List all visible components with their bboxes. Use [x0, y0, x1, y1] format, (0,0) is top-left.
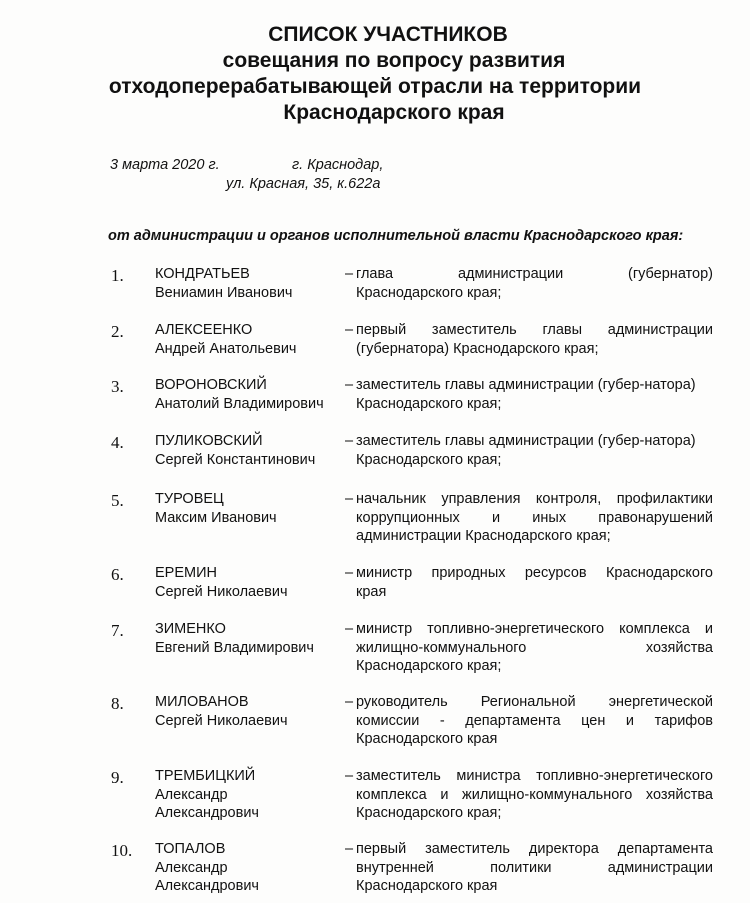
role-line: руководитель Региональной энергетической: [356, 694, 713, 710]
participant-role: [345, 693, 713, 749]
meeting-date: 3 марта 2020 г.: [110, 157, 220, 173]
participant-number: 9.: [111, 768, 124, 787]
section-heading: от администрации и органов исполнительной власти Краснодарского края:: [108, 228, 684, 244]
role-line: глава администрации (губернатор): [356, 266, 713, 282]
document-title-block: [0, 22, 750, 126]
role-line: заместитель главы администрации (губер-натора): [356, 433, 696, 449]
participant-role: [345, 840, 713, 896]
indent-spacer: [345, 657, 356, 676]
indent-spacer: [345, 804, 356, 823]
document-subtitle-line: совещания по вопросу развития: [222, 49, 566, 72]
role-line: Краснодарского края: [356, 878, 498, 894]
role-line: коррупционных и иных правонарушений: [356, 509, 713, 526]
indent-spacer: [345, 859, 356, 878]
indent-spacer: [345, 340, 356, 359]
indent-spacer: [345, 583, 356, 602]
indent-spacer: [345, 284, 356, 303]
participant-role: [345, 432, 713, 469]
participant-role: [345, 490, 713, 546]
participant-number: 1.: [111, 266, 124, 285]
participant-number: 7.: [111, 621, 124, 640]
indent-spacer: [345, 712, 356, 731]
role-line: Краснодарского края;: [356, 451, 502, 468]
participant-given-name: Сергей Николаевич: [155, 712, 288, 729]
participant-name: [155, 376, 324, 413]
indent-spacer: [345, 730, 356, 749]
participant-number: 10.: [111, 841, 133, 860]
participant-role: [345, 620, 713, 676]
role-line: (губернатора) Краснодарского края;: [356, 340, 599, 357]
participant-name: [155, 693, 288, 730]
participant-surname: ПУЛИКОВСКИЙ: [155, 433, 263, 449]
participant-surname: ТРЕМБИЦКИЙ: [155, 768, 256, 784]
participant-number: 6.: [111, 565, 124, 584]
participant-name: [155, 767, 259, 823]
participant-given-name: Анатолий Владимирович: [155, 395, 324, 412]
participant-given-name: Александрович: [155, 878, 259, 894]
dash-separator: –: [345, 266, 354, 282]
role-line: внутренней политики администрации: [356, 859, 713, 876]
indent-spacer: [345, 395, 356, 414]
dash-separator: –: [345, 377, 354, 393]
role-line: заместитель главы администрации (губер-натора): [356, 377, 696, 393]
participant-role: [345, 564, 713, 601]
participant-name: [155, 490, 277, 527]
participant-role: [345, 767, 713, 823]
role-line: министр природных ресурсов Краснодарского: [356, 565, 713, 581]
participant-name: [155, 432, 315, 469]
participant-surname: ЗИМЕНКО: [155, 621, 226, 637]
participant-given-name: Вениамин Иванович: [155, 284, 293, 301]
role-line: Краснодарского края: [356, 731, 498, 747]
participant-role: [345, 321, 713, 358]
role-line: заместитель министра топливно-энергетического: [356, 768, 713, 784]
participant-number: 5.: [111, 491, 124, 510]
indent-spacer: [345, 877, 356, 896]
indent-spacer: [345, 786, 356, 805]
role-line: первый заместитель директора департамента: [356, 841, 713, 857]
role-line: Краснодарского края;: [356, 658, 502, 674]
participant-surname: ТУРОВЕЦ: [155, 491, 224, 507]
participant-name: [155, 265, 292, 302]
participant-name: [155, 620, 314, 657]
role-line: жилищно-коммунального хозяйства: [356, 639, 713, 656]
indent-spacer: [345, 451, 356, 470]
document-subtitle-line: отходоперерабатывающей отрасли на территории: [108, 75, 642, 98]
participant-name: [155, 564, 288, 601]
participant-surname: КОНДРАТЬЕВ: [155, 266, 250, 282]
role-line: первый заместитель главы администрации: [356, 322, 713, 338]
participant-name: [155, 840, 259, 896]
meeting-city: г. Краснодар,: [292, 157, 384, 173]
indent-spacer: [345, 639, 356, 658]
participant-role: [345, 376, 713, 413]
role-line: начальник управления контроля, профилактики: [356, 491, 713, 507]
participant-surname: ВОРОНОВСКИЙ: [155, 377, 267, 393]
document-title: СПИСОК УЧАСТНИКОВ: [268, 23, 508, 46]
document-subtitle-line: Краснодарского края: [283, 101, 505, 124]
dash-separator: –: [345, 322, 354, 338]
participant-surname: ЕРЕМИН: [155, 565, 217, 581]
dash-separator: –: [345, 491, 354, 507]
role-line: комплекса и жилищно-коммунального хозяйства: [356, 786, 713, 803]
indent-spacer: [345, 527, 356, 546]
participant-given-name: Сергей Константинович: [155, 451, 316, 468]
role-line: Краснодарского края;: [356, 284, 502, 301]
dash-separator: –: [345, 565, 354, 581]
role-line: министр топливно-энергетического комплекса и: [356, 621, 713, 637]
participant-name: [155, 321, 296, 358]
participant-given-name: Андрей Анатольевич: [155, 340, 297, 357]
participant-number: 4.: [111, 433, 124, 452]
role-line: администрации Краснодарского края;: [356, 528, 611, 544]
meeting-address: ул. Красная, 35, к.622а: [226, 176, 381, 192]
participant-given-name: Максим Иванович: [155, 509, 277, 526]
dash-separator: –: [345, 621, 354, 637]
participant-number: 3.: [111, 377, 124, 396]
role-line: комиссии - департамента цен и тарифов: [356, 712, 713, 729]
dash-separator: –: [345, 433, 354, 449]
participant-given-name: Александр: [155, 786, 228, 803]
participant-given-name: Александрович: [155, 805, 259, 821]
participant-given-name: Евгений Владимирович: [155, 639, 314, 656]
participant-number: 2.: [111, 322, 124, 341]
participant-number: 8.: [111, 694, 124, 713]
participant-surname: ТОПАЛОВ: [155, 841, 226, 857]
role-line: Краснодарского края;: [356, 805, 502, 821]
participant-given-name: Сергей Николаевич: [155, 583, 288, 600]
participant-surname: АЛЕКСЕЕНКО: [155, 322, 253, 338]
participant-given-name: Александр: [155, 859, 228, 876]
role-line: Краснодарского края;: [356, 395, 502, 412]
participant-surname: МИЛОВАНОВ: [155, 694, 249, 710]
dash-separator: –: [345, 694, 354, 710]
role-line: края: [356, 583, 387, 600]
indent-spacer: [345, 509, 356, 528]
dash-separator: –: [345, 841, 354, 857]
dash-separator: –: [345, 768, 354, 784]
participant-role: [345, 265, 713, 302]
